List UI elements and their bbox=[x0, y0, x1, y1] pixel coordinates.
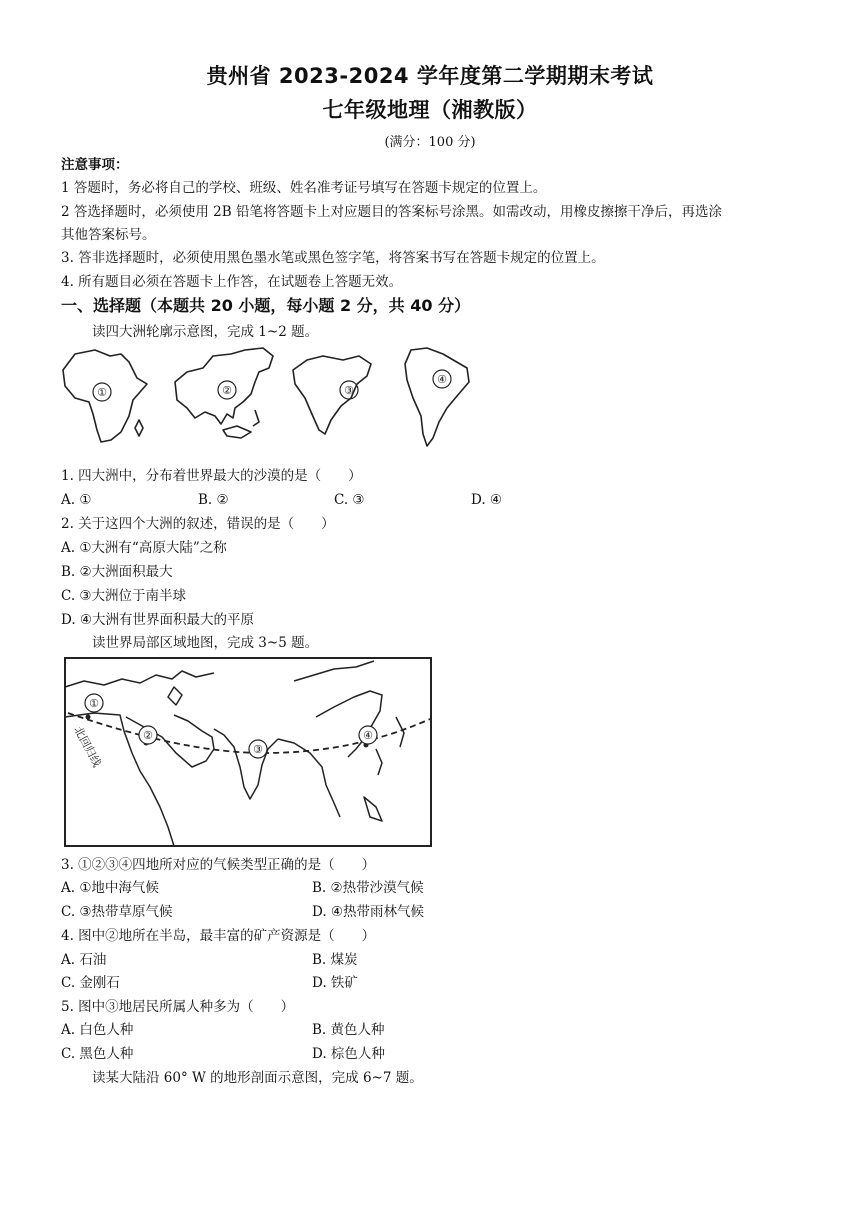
arabia-coast bbox=[126, 715, 214, 767]
question-intro: 读世界局部区域地图，完成 3~5 题。 bbox=[92, 635, 319, 651]
q4-option-d: D. 铁矿 bbox=[312, 975, 358, 991]
japan-outline bbox=[253, 410, 259, 426]
exam-title: 贵州省 2023-2024 学年度第二学期期末考试 bbox=[206, 64, 654, 88]
q1-option-d: D. ④ bbox=[471, 492, 503, 508]
islands-outline bbox=[223, 426, 251, 438]
madagascar-outline bbox=[135, 420, 143, 436]
north-america-outline bbox=[293, 356, 371, 434]
note-item: 3. 答非选择题时，必须使用黑色墨水笔或黑色签字笔，将答案书写在答题卡规定的位置上。 bbox=[61, 250, 605, 266]
china-coast bbox=[316, 691, 382, 757]
q5-option-a: A. 白色人种 bbox=[61, 1022, 134, 1038]
point-2-label: ② bbox=[143, 729, 153, 742]
q3-option-a: A. ①地中海气候 bbox=[61, 880, 159, 896]
q5-option-c: C. 黑色人种 bbox=[61, 1046, 134, 1062]
north-coast bbox=[294, 661, 374, 681]
continent-label-2: ② bbox=[222, 384, 232, 397]
q3-option-b: B. ②热带沙漠气候 bbox=[312, 880, 424, 896]
note-item: 1 答题时，务必将自己的学校、班级、姓名准考证号填写在答题卡规定的位置上。 bbox=[61, 180, 547, 196]
continent-label-1: ① bbox=[97, 386, 107, 399]
note-item: 其他答案标号。 bbox=[61, 227, 156, 243]
point-1-dot bbox=[86, 715, 91, 720]
q2-option-a: A. ①大洲有“高原大陆”之称 bbox=[61, 540, 227, 556]
india-coast bbox=[214, 729, 278, 799]
question-4-stem: 4. 图中②地所在半岛，最丰富的矿产资源是（ ） bbox=[61, 928, 376, 944]
note-item: 2 答选择题时，必须使用 2B 铅笔将答题卡上对应题目的答案标号涂黑。如需改动，用橡皮擦擦干净后，再选涂 bbox=[61, 204, 722, 220]
black-sea-outline bbox=[168, 687, 182, 705]
question-3-stem: 3. ①②③④四地所对应的气候类型正确的是（ ） bbox=[61, 857, 376, 873]
q1-option-c: C. ③ bbox=[334, 492, 365, 508]
q2-option-c: C. ③大洲位于南半球 bbox=[61, 588, 187, 604]
notes-heading: 注意事项： bbox=[61, 157, 129, 173]
tropic-of-cancer-label: 北回归线 bbox=[71, 724, 104, 770]
point-3-label: ③ bbox=[253, 743, 263, 756]
question-1-stem: 1. 四大洲中，分布着世界最大的沙漠的是（ ） bbox=[61, 468, 362, 484]
q4-option-a: A. 石油 bbox=[61, 952, 107, 968]
continents-outline-map bbox=[55, 342, 480, 460]
philippines-outline bbox=[364, 797, 382, 821]
q2-option-b: B. ②大洲面积最大 bbox=[61, 564, 173, 580]
q4-option-c: C. 金刚石 bbox=[61, 975, 120, 991]
regional-world-map bbox=[64, 657, 432, 847]
continent-label-4: ④ bbox=[437, 373, 447, 386]
point-1-label: ① bbox=[89, 697, 99, 710]
question-intro: 读四大洲轮廓示意图，完成 1~2 题。 bbox=[92, 324, 319, 340]
q1-option-b: B. ② bbox=[198, 492, 229, 508]
exam-subtitle: 七年级地理（湘教版） bbox=[322, 98, 538, 122]
question-intro: 读某大陆沿 60° W 的地形剖面示意图，完成 6~7 题。 bbox=[92, 1070, 423, 1086]
full-score: (满分：100 分) bbox=[384, 135, 476, 150]
q1-option-a: A. ① bbox=[61, 492, 92, 508]
section-heading: 一、选择题（本题共 20 小题，每小题 2 分，共 40 分） bbox=[61, 296, 471, 315]
question-2-stem: 2. 关于这四个大洲的叙述，错误的是（ ） bbox=[61, 516, 335, 532]
note-item: 4. 所有题目必须在答题卡上作答，在试题卷上答题无效。 bbox=[61, 274, 403, 290]
q3-option-c: C. ③热带草原气候 bbox=[61, 904, 173, 920]
europe-coast bbox=[65, 671, 214, 687]
question-5-stem: 5. 图中③地居民所属人种多为（ ） bbox=[61, 999, 295, 1015]
japan-outline bbox=[396, 717, 404, 747]
continent-label-3: ③ bbox=[344, 384, 354, 397]
q3-option-d: D. ④热带雨林气候 bbox=[312, 904, 425, 920]
q2-option-d: D. ④大洲有世界面积最大的平原 bbox=[61, 612, 255, 628]
q5-option-b: B. 黄色人种 bbox=[312, 1022, 385, 1038]
taiwan-outline bbox=[376, 749, 382, 775]
point-4-label: ④ bbox=[363, 729, 373, 742]
south-america-outline bbox=[405, 348, 469, 446]
q5-option-d: D. 棕色人种 bbox=[312, 1046, 385, 1062]
q4-option-b: B. 煤炭 bbox=[312, 952, 358, 968]
